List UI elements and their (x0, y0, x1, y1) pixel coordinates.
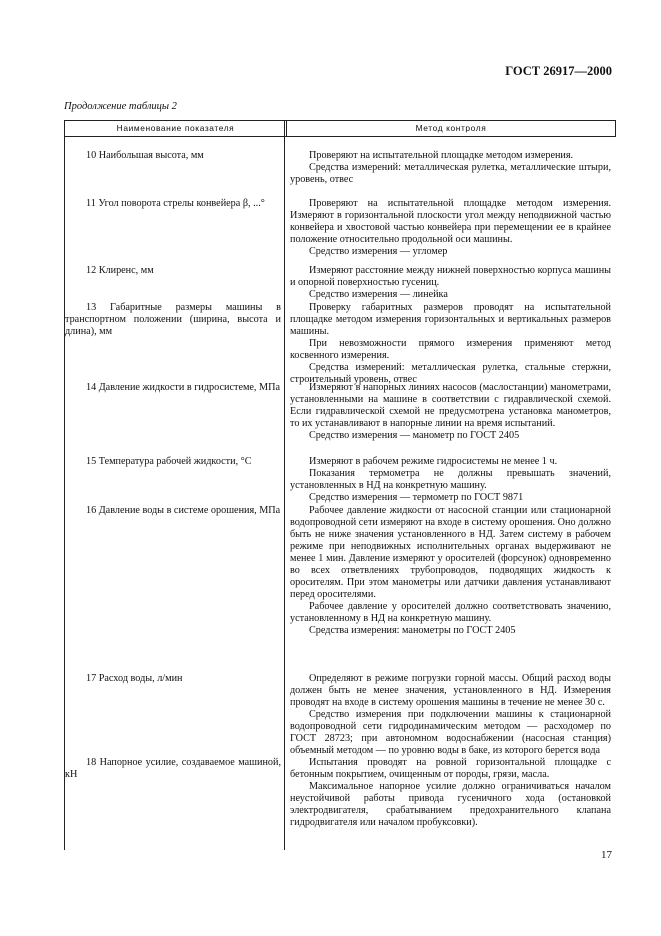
row-18-method (290, 757, 611, 829)
column-header-indicator: Наименование показателя (65, 121, 287, 137)
row-14-method-p2: Средство измерения — манометр по ГОСТ 2405 (309, 430, 520, 441)
row-14-method-p1: Измеряют в напорных линиях насосов (маслостанции) манометрами, установленными на машине в соответствии с гидравлической схемой. Если гидравлической схемой не предусмотрена установка манометров, то их устанавливают в напорные линии на время испытаний. (290, 382, 611, 429)
row-15-method-p3: Средство измерения — термометр по ГОСТ 9871 (309, 492, 524, 503)
row-15-method-p2: Показания термометра не должны превышать значений, установленных в НД на конкретную машину. (290, 468, 611, 491)
row-11-method (290, 198, 611, 258)
column-header-method: Метод контроля (287, 121, 616, 137)
row-15-method (290, 456, 611, 504)
row-17-name: 17 Расход воды, л/мин (86, 673, 183, 684)
row-13-method (290, 302, 611, 386)
row-10-method-p1: Проверяют на испытательной площадке методом измерения. (309, 150, 574, 161)
row-18-method-p2: Максимальное напорное усилие должно ограничиваться началом неустойчивой работы привода гусеничного хода (остановкой электродвигателя, срабатыванием предохранительного клапана гидродвигателя или началом пробуксовки). (290, 781, 611, 828)
row-14-name: 14 Давление жидкости в гидросистеме, МПа (86, 382, 280, 393)
row-18-method-p1: Испытания проводят на ровной горизонтальной площадке с бетонным покрытием, очищенным от породы, грязи, масла. (290, 757, 611, 780)
row-13-method-p1: Проверку габаритных размеров проводят на испытательной площадке методом измерения горизонтальных и вертикальных размеров машины. (290, 302, 611, 337)
table-left-border (64, 120, 65, 850)
row-17-method-p1: Определяют в режиме погрузки горной массы. Общий расход воды должен быть не менее значения, установленного в НД. Измерения проводят на входе в систему орошения машины в течение не менее 30 с. (290, 673, 611, 708)
row-12-method-p2: Средство измерения — линейка (309, 289, 448, 300)
row-10-method (290, 150, 611, 186)
row-15-method-p1: Измеряют в рабочем режиме гидросистемы не менее 1 ч. (309, 456, 558, 467)
row-16-method-p1: Рабочее давление жидкости от насосной станции или стационарной водопроводной сети измеряют на входе в систему орошения. Оно должно быть не ниже значения установленного в НД. Затем систему в рабочем режиме при неподвижных исполнительных органах выдерживают не менее 1 мин. Давление измеряют у оросителей (форсунок) одновременно во всех ответвлениях трубопроводов, подводящих жидкость к оросителям. При этом манометры или датчики давления устанавливают перед оросителями. (290, 505, 611, 600)
row-12-method (290, 265, 611, 301)
methods-table (64, 120, 616, 137)
row-13-method-p3: Средства измерений: металлическая рулетка, стальные стержни, строительный уровень, отвес (290, 362, 611, 385)
row-13-name: 13 Габаритные размеры машины в транспортном положении (ширина, высота и длина), мм (65, 302, 281, 337)
row-16-name: 16 Давление воды в системе орошения, МПа (86, 505, 281, 516)
row-16-method-p2: Рабочее давление у оросителей должно соответствовать значению, установленному в НД на конкретную машину. (290, 601, 611, 624)
row-16-method-p3: Средства измерения: манометры по ГОСТ 2405 (309, 625, 516, 636)
row-14-method (290, 382, 611, 442)
page-number: 17 (601, 849, 612, 861)
row-10-method-p2: Средства измерений: металлическая рулетка, металлические штыри, уровень, отвес (290, 162, 611, 185)
row-17-method-p2: Средство измерения при подключении машины к стационарной водопроводной сети гидродинамическим методом — расходомер по ГОСТ 28723; при автономном водоснабжении (насосная станция) объемный методом — по уровню воды в баке, из которого берется вода (290, 709, 611, 756)
row-11-method-p2: Средство измерения — угломер (309, 246, 448, 257)
row-11-name: 11 Угол поворота стрелы конвейера β, ...° (86, 198, 265, 209)
row-11-method-p1: Проверяют на испытательной площадке методом измерения. Измеряют в горизонтальной плоскости угол между неподвижной частью конвейера и хвостовой частью конвейера при перемещении ее в крайнее положение относительно продольной оси машины. (290, 198, 611, 245)
row-16-method (290, 505, 611, 637)
table-column-divider (284, 120, 285, 850)
row-13-method-p2: При невозможности прямого измерения применяют метод косвенного измерения. (290, 338, 611, 361)
row-17-method (290, 673, 611, 757)
row-12-method-p1: Измеряют расстояние между нижней поверхностью корпуса машины и опорной поверхностью гусениц. (290, 265, 611, 288)
row-10-name: 10 Наибольшая высота, мм (86, 150, 204, 161)
row-18-name: 18 Напорное усилие, создаваемое машиной, кН (65, 757, 281, 780)
document-header: ГОСТ 26917—2000 (505, 64, 612, 78)
table-caption: Продолжение таблицы 2 (64, 101, 177, 112)
row-15-name: 15 Температура рабочей жидкости, °С (86, 456, 252, 467)
row-12-name: 12 Клиренс, мм (86, 265, 154, 276)
